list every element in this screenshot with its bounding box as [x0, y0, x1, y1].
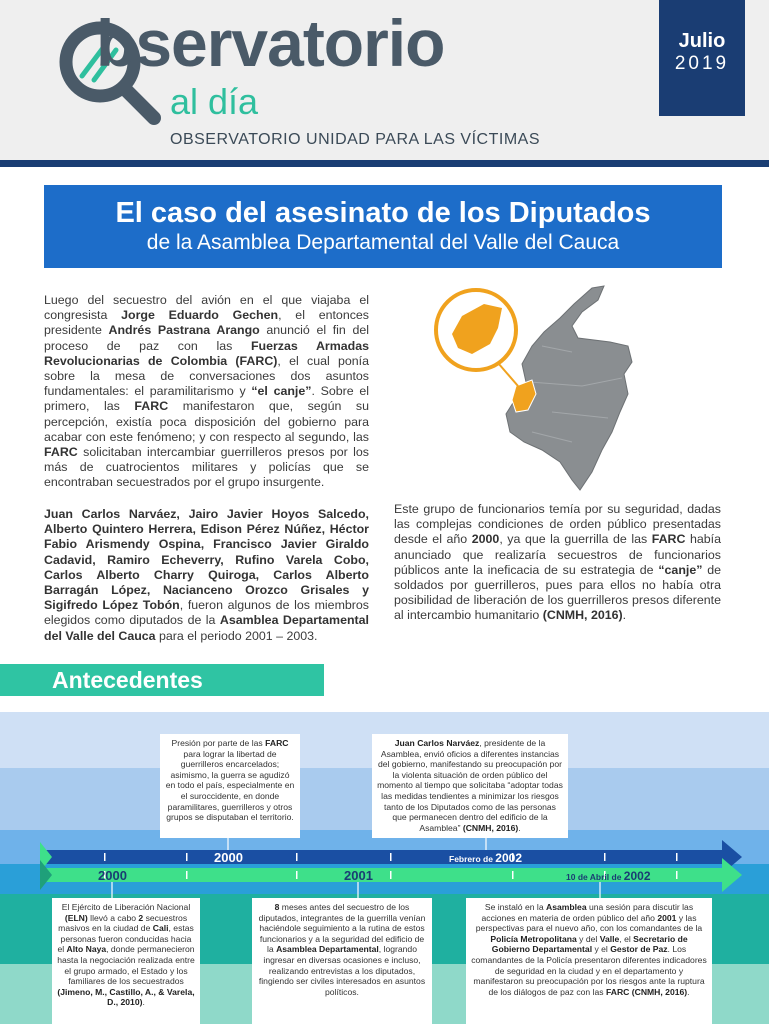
- text-run: FARC: [651, 532, 686, 547]
- text-run: , el entonces presidente: [44, 308, 369, 338]
- date-year: 2019: [674, 53, 730, 74]
- timeline-event-box: [372, 734, 568, 838]
- header-divider: [0, 160, 769, 167]
- text-run: El Ejército de Liberación Nacional: [61, 902, 191, 912]
- text-run: había anunciado que realizaría secuestros de funcionarios públicos ante la ineficacia de su estrategia de: [394, 532, 722, 577]
- text-run: Valle: [599, 933, 620, 944]
- text-run: FARC: [134, 399, 169, 414]
- text-run: llevó a cabo: [87, 912, 139, 923]
- text-run: .: [142, 997, 145, 1008]
- text-run: , el: [619, 933, 634, 944]
- text-run: (CNMH, 2016): [462, 822, 519, 833]
- text-run: “canje”: [658, 562, 703, 577]
- timeline-event-box: [466, 898, 712, 1024]
- text-run: meses antes del secuestro de los diputados, integrantes de la guerrilla venían haciéndole seguimiento a la rutina de estos funcionarios y a la seguridad del edificio de la: [258, 902, 426, 955]
- article-title: El caso del asesinato de los Diputados: [115, 197, 651, 229]
- text-run: 8: [274, 902, 280, 912]
- text-run: Asamblea Departamental del Valle del Cauca: [44, 613, 369, 643]
- text-run: , fueron algunos de los miembros elegidos como diputados de la: [44, 598, 369, 628]
- text-run: Se instaló en la: [484, 902, 546, 912]
- timeline-year-label-part: Febrero de: [449, 854, 496, 864]
- timeline-year-label: 2000: [98, 868, 127, 883]
- text-run: (ELN): [64, 912, 88, 923]
- text-run: Juan Carlos Narváez, Jairo Javier Hoyos Salcedo, Alberto Quintero Herrera, Edison Pérez Núñez, Héctor Fabio Arismendy Ospina, Francisco Javier Giraldo Cadavid, Ramiro Echeverry, Rufino Varela Cobo, Carlos Alberto Charry Quiroga, Carlos Alberto Barragán López, Nacianceno Orozco Grisales y Sigifredo López Tobón: [44, 507, 369, 613]
- text-run: .: [687, 986, 690, 997]
- text-run: , el cual ponía sobre la mesa de conversaciones dos asuntos fundamentales: el paramilitarismo y: [44, 353, 369, 399]
- text-run: Gestor de Paz: [610, 944, 668, 955]
- text-run: y del: [576, 933, 600, 944]
- text-run: Jorge Eduardo Gechen: [121, 308, 279, 323]
- text-run: una sesión para discutir las acciones en materia de orden público del año: [481, 902, 694, 923]
- timeline-year-label: 2001: [344, 868, 373, 883]
- text-run: , donde permanecieron hasta la negociación realizada entre el grupo armado, el Estado y los familiares de los secuestrados: [57, 944, 195, 987]
- text-run: y el: [592, 944, 611, 955]
- text-run: Presión por parte de las: [171, 738, 266, 748]
- text-run: y las perspectivas para el nuevo año, con los comandantes de la: [475, 912, 703, 934]
- brand-title: bservatorio: [96, 6, 445, 80]
- antecedentes-title: Antecedentes: [52, 667, 203, 693]
- text-run: Andrés Pastrana Arango: [108, 323, 260, 338]
- text-run: Cali: [152, 923, 169, 934]
- text-run: Asamblea: [546, 902, 587, 912]
- text-run: Alto Naya: [66, 944, 107, 955]
- text-run: Policía Metropolitana: [490, 933, 577, 944]
- text-run: , estas personas fueron conducidas hacia el: [57, 923, 194, 955]
- text-run: solicitaban intercambiar guerrilleros presos por los más de cuatrocientos militares y policías que se encontraban secuestrados por el grupo insurgente.: [44, 445, 369, 490]
- text-run: anunció el fin del proceso de paz con las: [44, 323, 369, 353]
- text-run: para el periodo 2001 – 2003.: [155, 628, 318, 643]
- text-run: . Los comandantes de la Policía presentaron diferentes indicadores de seguridad en la ciudad y en el departamento y manifestaron su preocupación por los riesgos ante la ruptura de los diálogos de paz con las: [471, 944, 707, 997]
- timeline: [0, 712, 769, 1024]
- text-run: .: [518, 822, 521, 833]
- text-run: para lograr la libertad de guerrilleros encarcelados; asimismo, la guerra se agudizó en todo el país, especialmente en el suroccidente, en donde paramilitares, guerrilleros y otros grupos se disputaban el territorio.: [165, 748, 295, 823]
- date-month: Julio: [678, 30, 726, 52]
- text-run: Juan Carlos Narváez: [394, 738, 480, 748]
- paragraph-context: [394, 502, 721, 624]
- text-run: . Sobre el primero, las: [44, 384, 369, 414]
- colombia-map-icon: [432, 282, 642, 497]
- timeline-event-box: [252, 898, 432, 1024]
- timeline-year-label: 2000: [214, 850, 243, 865]
- text-run: , logrando ingresar en diversas ocasiones e incluso, realizando entrevistas a los diputados, fingiendo ser civiles interesados en asuntos políticos.: [258, 944, 426, 997]
- paragraph-intro: [44, 293, 369, 491]
- text-run: FARC (CNMH, 2016): [605, 986, 688, 997]
- timeline-year-label-part: 2002: [495, 851, 522, 865]
- timeline-event-box: [160, 734, 300, 838]
- text-run: 2: [138, 912, 144, 923]
- brand-tagline: OBSERVATORIO UNIDAD PARA LAS VÍCTIMAS: [170, 131, 540, 148]
- paragraph-deputies: [44, 507, 369, 644]
- text-run: (CNMH, 2016): [542, 608, 623, 623]
- text-run: FARC: [44, 445, 78, 460]
- text-run: de soldados por guerrilleros, pues para ellos no había otra posibilidad de liberación de los guerrilleros presos diferente al intercambio humanitario: [394, 562, 722, 623]
- timeline-year-label-part: 2002: [623, 869, 651, 883]
- text-run: , ya que la guerrilla de las: [499, 532, 652, 547]
- text-run: Fuerzas Armadas Revolucionarias de Colombia (FARC): [44, 338, 370, 368]
- text-run: FARC: [265, 738, 289, 748]
- brand-subtitle: al día: [170, 81, 259, 122]
- text-run: 2001: [657, 912, 677, 923]
- text-run: , presidente de la Asamblea, envió oficios a diferentes instancias del gobierno, manifestando su preocupación por la violenta situación de orden público del momento al tiempo que solicitaba “adoptar todas las medidas tendientes a minimizar los riesgos tanto de los Diputados como de las personas que permanecen dentro del edificio de la Asamblea”: [377, 738, 563, 833]
- article-title-band: [44, 185, 722, 268]
- text-run: Luego del secuestro del avión en el que viajaba el congresista: [44, 293, 369, 323]
- text-run: “el canje”: [251, 384, 312, 399]
- timeline-year-label: [566, 869, 651, 883]
- text-run: 2000: [471, 532, 500, 547]
- text-run: Asamblea Departamental: [276, 944, 379, 955]
- text-run: manifestaron que, según su percepción, existía poca disposición del gobierno para acabar con este fenómeno; y con respecto al segundo, las: [44, 399, 370, 444]
- date-box: [659, 0, 745, 116]
- timeline-year-label: [449, 851, 522, 865]
- text-run: secuestros masivos en la ciudad de: [58, 912, 188, 934]
- text-run: Este grupo de funcionarios temía por su seguridad, dadas las complejas condiciones de orden público presentadas desde el año: [394, 502, 721, 547]
- timeline-year-label-part: 10 de Abril de: [566, 872, 624, 882]
- text-run: Secretario de Gobierno Departamental: [491, 933, 688, 955]
- text-run: (Jimeno, M., Castillo, A., & Varela, D., 2010): [57, 986, 195, 1008]
- text-run: .: [622, 608, 627, 623]
- article-subtitle: de la Asamblea Departamental del Valle del Cauca: [146, 231, 620, 255]
- timeline-event-box: [52, 898, 200, 1024]
